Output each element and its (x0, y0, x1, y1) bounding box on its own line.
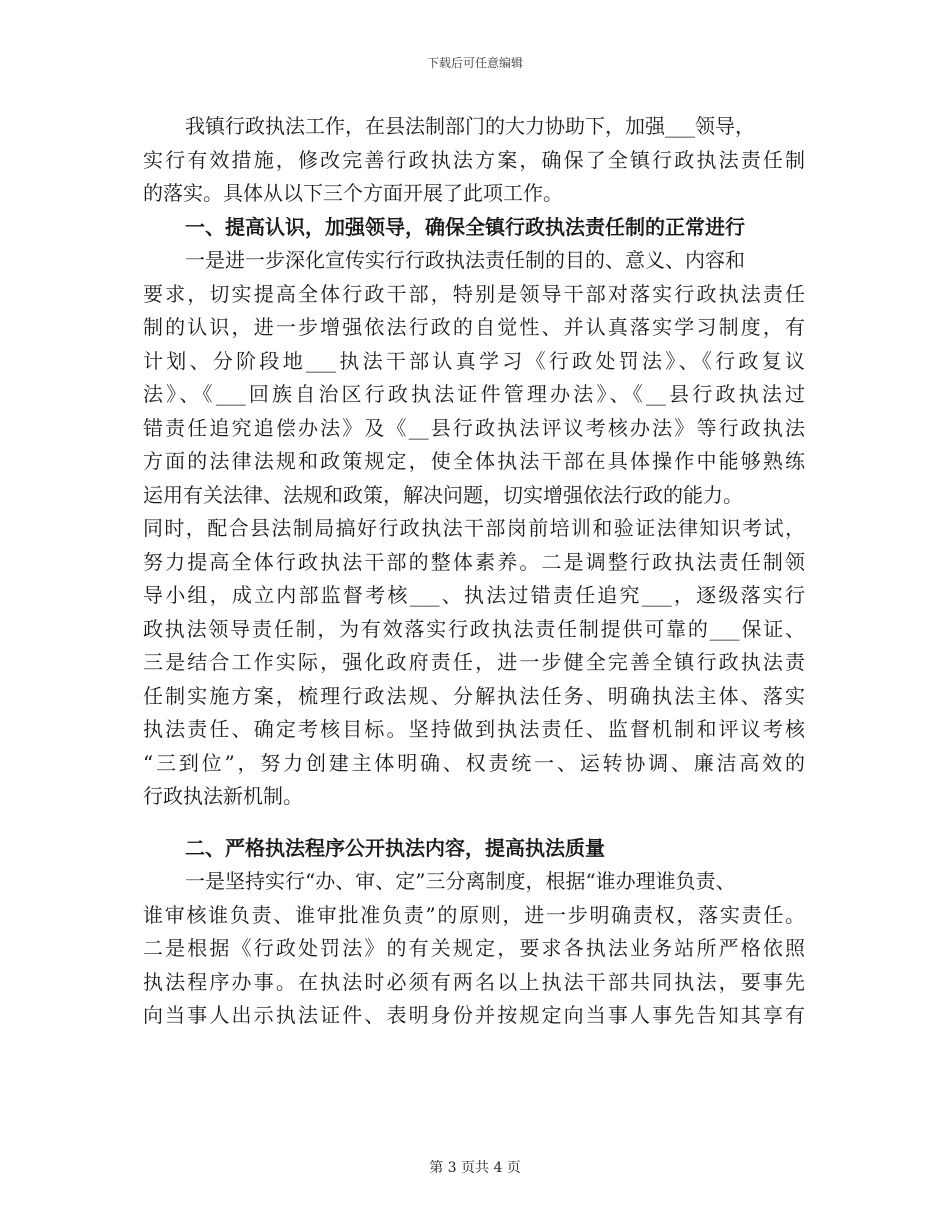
paragraph-line: 导小组，成立内部监督考核___、执法过错责任追究___，逐级落实行 (143, 583, 805, 607)
paragraph-line: 执法程序办事。在执法时必须有两名以上执法干部共同执法，要事先 (143, 969, 805, 994)
paragraph-line: 要求，切实提高全体行政干部，特别是领导干部对落实行政执法责任 (143, 281, 805, 306)
page-number: 第 3 页共 4 页 (429, 1160, 521, 1176)
paragraph-line: 努力提高全体行政执法干部的整体素养。二是调整行政执法责任制领 (143, 549, 805, 574)
paragraph-line: 二是根据《行政处罚法》的有关规定，要求各执法业务站所严格依照 (143, 936, 805, 960)
paragraph-line: 政执法领导责任制，为有效落实行政执法责任制提供可靠的___保证、 (143, 616, 805, 641)
paragraph-line: 运用有关法律、法规和政策，解决问题，切实增强依法行政的能力。 (143, 482, 743, 507)
paragraph-line: 任制实施方案，梳理行政法规、分解执法任务、明确执法主体、落实 (143, 683, 805, 708)
paragraph-line: 计划、分阶段地___执法干部认真学习《行政处罚法》、《行政复议 (143, 348, 805, 373)
paragraph-line: 向当事人出示执法证件、表明身份并按规定向当事人事先告知其享有 (143, 1003, 805, 1027)
paragraph-line: 一是进一步深化宣传实行行政执法责任制的目的、意义、内容和 (185, 248, 745, 272)
paragraph-line: 一是坚持实行“办、审、定”三分离制度，根据“谁办理谁负责、 (185, 869, 736, 893)
paragraph-line: 三是结合工作实际，强化政府责任，进一步健全完善全镇行政执法责 (143, 650, 805, 674)
document-body (143, 110, 805, 1033)
paragraph-line: 的落实。具体从以下三个方面开展了此项工作。 (143, 181, 563, 205)
section-heading: 二、严格执法程序公开执法内容，提高执法质量 (185, 835, 605, 860)
paragraph-line: 方面的法律法规和政策规定，使全体执法干部在具体操作中能够熟练 (143, 449, 805, 473)
paragraph-line: 执法责任、确定考核目标。坚持做到执法责任、监督机制和评议考核 (143, 717, 805, 741)
spacer (143, 814, 805, 832)
paragraph-line: 谁审核谁负责、谁审批准负责”的原则，进一步明确责权，落实责任。 (143, 902, 805, 927)
paragraph-line: 错责任追究追偿办法》及《__县行政执法评议考核办法》等行政执法 (143, 415, 805, 440)
page-header: 下载后可任意编辑 (426, 56, 523, 70)
paragraph-line: 实行有效措施，修改完善行政执法方案，确保了全镇行政执法责任制 (143, 147, 805, 172)
paragraph-line: “三到位”，努力创建主体明确、权责统一、运转协调、廉洁高效的 (143, 750, 805, 775)
paragraph-line: 法》、《___回族自治区行政执法证件管理办法》、《__县行政执法过 (143, 382, 805, 406)
paragraph-line: 制的认识，进一步增强依法行政的自觉性、并认真落实学习制度，有 (143, 315, 805, 339)
paragraph-line: 行政执法新机制。 (143, 784, 303, 808)
paragraph-line: 我镇行政执法工作，在县法制部门的大力协助下，加强___领导， (185, 114, 755, 138)
paragraph-line: 同时，配合县法制局搞好行政执法干部岗前培训和验证法律知识考试， (143, 516, 805, 540)
section-heading: 一、提高认识，加强领导，确保全镇行政执法责任制的正常进行 (185, 214, 745, 239)
